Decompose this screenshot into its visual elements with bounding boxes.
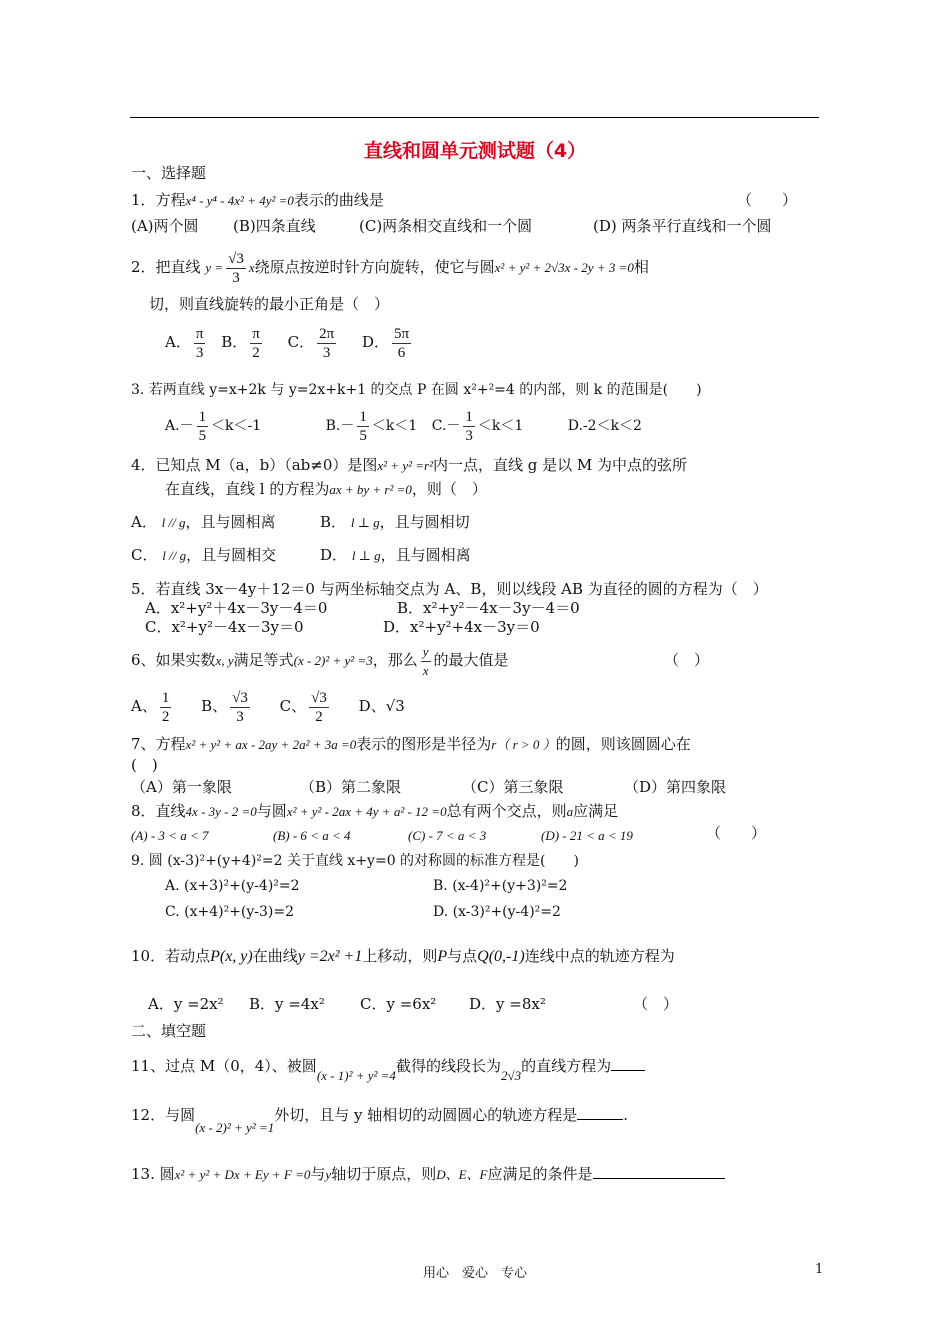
page-title: 直线和圆单元测试题（4） <box>363 140 587 162</box>
answer-paren: ( ) <box>131 756 158 774</box>
question-10: 10．若动点P(x, y)在曲线y =2x² +1上移动，则P与点Q(0,-1)连线中点的轨迹方程为 <box>131 947 675 965</box>
answer-blank[interactable] <box>611 1056 645 1071</box>
q1-option-a: (A)两个圆 <box>131 217 199 235</box>
q4-option-c: C． l // g，且与圆相交 <box>131 546 277 564</box>
question-6: 6、如果实数x, y满足等式(x - 2)² + y² =3，那么 $\frac{y}{x}$ 的最大值是 <box>131 643 509 678</box>
question-1: 1．方程x⁴ - y⁴ - 4x² + 4y² =0表示的曲线是 <box>131 191 384 209</box>
question-7: 7、方程x² + y² + ax - 2ay + 2a² + 3a =0表示的图形是半径为r（ r > 0 ）的圆，则该圆圆心在 <box>131 735 691 753</box>
question-4-line2: 在直线，直线 l 的方程为ax + by + r² =0，则（ ） <box>165 480 487 498</box>
q1-option-d: (D) 两条平行直线和一个圆 <box>593 217 772 235</box>
q10-option-b: B．y =4x² <box>249 995 325 1013</box>
answer-paren: （ ） <box>664 651 710 669</box>
q9-option-d: D. (x-3)²+(y-4)²=2 <box>433 904 561 920</box>
answer-paren: （ ） <box>737 191 798 209</box>
q5-option-d: D．x²+y²+4x－3y＝0 <box>383 618 540 636</box>
answer-blank[interactable] <box>593 1164 725 1179</box>
q9-option-b: B. (x-4)²+(y+3)²=2 <box>433 878 568 894</box>
q8-option-a: (A) - 3 < a < 7 <box>131 828 209 843</box>
q1-option-b: (B)四条直线 <box>233 217 316 235</box>
question-2-line2: 切，则直线旋转的最小正角是（ ） <box>149 295 390 313</box>
q7-option-c: （C）第三象限 <box>462 778 564 796</box>
section-heading-choice: 一、选择题 <box>131 164 207 182</box>
question-12: 12．与圆(x - 2)² + y² =1外切，且与 y 轴相切的动圆圆心的轨迹方程是 . <box>131 1106 629 1135</box>
page-number: 1 <box>815 1262 824 1277</box>
q5-option-a: A．x²+y²＋4x－3y－4＝0 <box>145 599 328 617</box>
q4-option-a: A． l // g，且与圆相离 <box>131 513 276 531</box>
q5-option-c: C．x²+y²－4x－3y＝0 <box>145 618 304 636</box>
q6-options: A、 $\frac{1}{2}$ B、 $\frac{√3}{3}$ C、 $\frac{√3}{2}$ D、√3 <box>131 689 405 725</box>
q7-option-a: （A）第一象限 <box>131 778 232 796</box>
question-9: 9. 圆 (x-3)²+(y+4)²=2 关于直线 x+y=0 的对称圆的标准方程是( ) <box>131 853 579 869</box>
q9-option-c: C. (x+4)²+(y-3)=2 <box>165 904 295 920</box>
q1-option-c: (C)两条相交直线和一个圆 <box>359 217 533 235</box>
q4-option-d: D． l ⊥ g，且与圆相离 <box>320 546 471 564</box>
section-heading-fill: 二、填空题 <box>131 1022 207 1040</box>
q8-option-c: (C) - 7 < a < 3 <box>408 828 487 843</box>
q10-option-a: A．y =2x² <box>148 995 224 1013</box>
question-4: 4．已知点 M（a，b）（ab≠0）是图x² + y² =r²内一点，直线 g 是以 M 为中点的弦所 <box>131 456 688 474</box>
answer-paren: （ ） <box>633 995 679 1013</box>
q9-option-a: A. (x+3)²+(y-4)²=2 <box>165 878 300 894</box>
header-rule <box>130 117 819 118</box>
q8-option-d: (D) - 21 < a < 19 <box>541 828 633 843</box>
question-2: 2．把直线 y = $\frac{√3}{3}$ x绕原点按逆时针方向旋转，使它与圆x² + y² + 2√3x - 2y + 3 =0相 <box>131 250 649 286</box>
question-8: 8．直线4x - 3y - 2 =0与圆x² + y² - 2ax + 4y + a² - 12 =0总有两个交点，则a应满足 <box>131 802 619 820</box>
q3-options: A.－ $\frac{1}{5}$ ＜k＜-1 B.－ $\frac{1}{5}$ ＜k＜1 C.－ $\frac{1}{3}$ ＜k＜1 D.-2＜k＜2 <box>165 408 642 444</box>
question-3: 3. 若两直线 y=x+2k 与 y=2x+k+1 的交点 P 在圆 x²+²=4 的内部，则 k 的范围是( ) <box>131 382 702 398</box>
question-5: 5．若直线 3x－4y＋12＝0 与两坐标轴交点为 A、B，则以线段 AB 为直径的圆的方程为（ ） <box>131 580 768 598</box>
page-footer: 用心 爱心 专心 <box>422 1266 527 1281</box>
q8-option-b: (B) - 6 < a < 4 <box>273 828 351 843</box>
q10-option-c: C．y =6x² <box>360 995 437 1013</box>
answer-blank[interactable] <box>577 1105 623 1120</box>
q7-option-b: （B）第二象限 <box>300 778 402 796</box>
answer-paren: （ ） <box>706 824 767 842</box>
q7-option-d: （D）第四象限 <box>624 778 727 796</box>
question-11: 11、过点 M（0，4）、被圆(x - 1)² + y² =4截得的线段长为2√3的直线方程为 <box>131 1056 645 1077</box>
q5-option-b: B．x²+y²－4x－3y－4＝0 <box>397 599 580 617</box>
q4-option-b: B． l ⊥ g，且与圆相切 <box>320 513 470 531</box>
q10-option-d: D．y =8x² <box>469 995 546 1013</box>
question-13: 13. 圆x² + y² + Dx + Ey + F =0与y轴切于原点，则D、E、F应满足的条件是 <box>131 1164 725 1185</box>
q2-options: A． $\frac{\pi}{3}$ B． $\frac{\pi}{2}$ C． $\frac{2\pi}{3}$ D． $\frac{5\pi}{6}$ <box>165 325 410 361</box>
